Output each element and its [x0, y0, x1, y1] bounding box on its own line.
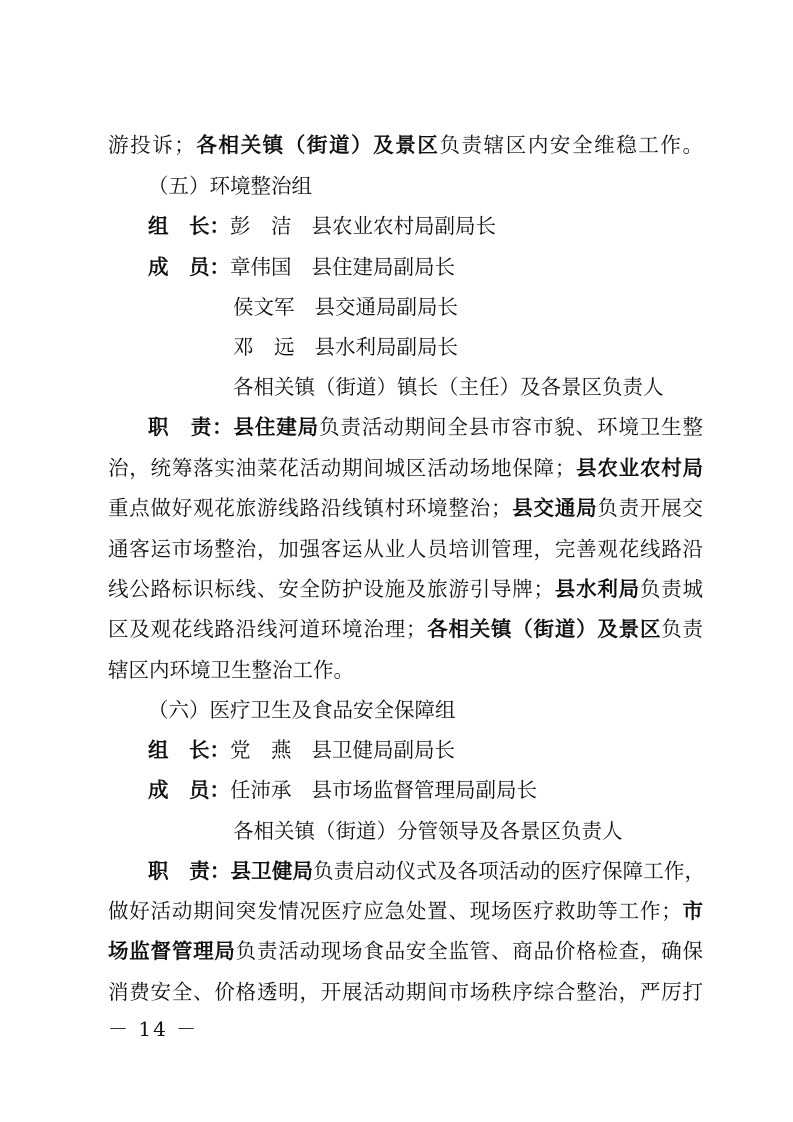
leader-label: 组 长：	[148, 214, 230, 238]
member-row	[148, 776, 537, 804]
bold-org-name: 县水利局	[554, 577, 640, 601]
section-heading: （五）环境整治组	[148, 174, 312, 198]
bold-org-name: 县交通局	[511, 496, 598, 520]
leader-title: 县农业农村局副局长	[311, 214, 496, 238]
text-run: 重点做好观花旅游线路沿线镇村环境整治；	[108, 496, 512, 520]
bold-org-name: 各相关镇（街道）及景区	[194, 133, 440, 157]
leader-row	[148, 736, 455, 764]
text-run: 负责活动期间全县市容市貌、环境卫生整	[319, 415, 704, 439]
duty-label: 职 责：	[148, 415, 234, 439]
leader-row	[148, 212, 496, 240]
duty-label: 职 责：	[148, 859, 231, 883]
member-row	[233, 293, 458, 321]
member-title: 县住建局副局长	[311, 255, 455, 279]
bold-org-name: 县农业农村局	[575, 456, 704, 480]
member-name: 任沛承	[230, 778, 292, 802]
leader-name: 彭 洁	[230, 214, 292, 238]
page-number: － 14 －	[108, 1017, 199, 1041]
text-run: 负责	[661, 617, 704, 641]
text-run: 游投诉；	[108, 133, 195, 157]
paragraph-line	[108, 131, 703, 159]
members-label: 成 员：	[148, 255, 230, 279]
bold-org-name: 各相关镇（街道）及景区	[426, 617, 662, 641]
text-run: 治，统筹落实油菜花活动期间城区活动场地保障；	[108, 456, 576, 480]
member-title: 县水利局副局长	[314, 335, 458, 359]
duty-line: 通客运市场整治，加强客运从业人员培训管理，完善观花线路沿	[108, 537, 703, 561]
member-row	[148, 253, 455, 281]
leader-name: 党 燕	[230, 738, 292, 762]
bold-org-name: 县卫健局	[230, 859, 314, 883]
member-name: 侯文军	[233, 295, 295, 319]
bold-org-name: 市	[681, 899, 704, 923]
duty-line	[148, 413, 703, 441]
duty-line	[108, 575, 703, 603]
member-name: 章伟国	[230, 255, 292, 279]
duty-line	[108, 615, 703, 643]
section-heading: （六）医疗卫生及食品安全保障组	[148, 698, 456, 722]
bold-org-name: 场监督管理局	[108, 939, 236, 963]
members-label: 成 员：	[148, 778, 230, 802]
text-run: 区及观花线路沿线河道环境治理；	[108, 617, 427, 641]
text-run: 做好活动期间突发情况医疗应急处置、现场医疗救助等工作；	[108, 899, 682, 923]
duty-line: 消费安全、价格透明，开展活动期间市场秩序综合整治，严厉打	[108, 980, 703, 1004]
bold-org-name: 县住建局	[233, 415, 320, 439]
member-row: 各相关镇（街道）分管领导及各景区负责人	[233, 819, 623, 843]
duty-line: 辖区内环境卫生整治工作。	[108, 658, 354, 682]
text-run: 负责启动仪式及各项活动的医疗保障工作，	[313, 859, 706, 883]
leader-label: 组 长：	[148, 738, 230, 762]
text-run: 线公路标识标线、安全防护设施及旅游引导牌；	[108, 577, 555, 601]
duty-line	[108, 897, 703, 925]
duty-line	[108, 454, 703, 482]
text-run: 负责城	[639, 577, 704, 601]
text-run: 负责开展交	[597, 496, 704, 520]
duty-line	[148, 857, 705, 885]
duty-line	[108, 494, 703, 522]
leader-title: 县卫健局副局长	[311, 738, 455, 762]
member-title: 县市场监督管理局副局长	[311, 778, 537, 802]
member-title: 县交通局副局长	[314, 295, 458, 319]
text-run: 负责活动现场食品安全监管、商品价格检查，确保	[235, 939, 704, 963]
member-name: 邓 远	[233, 335, 295, 359]
text-run: 负责辖区内安全维稳工作。	[439, 133, 704, 157]
member-row: 各相关镇（街道）镇长（主任）及各景区负责人	[233, 375, 664, 399]
duty-line	[108, 937, 703, 965]
member-row	[233, 333, 458, 361]
